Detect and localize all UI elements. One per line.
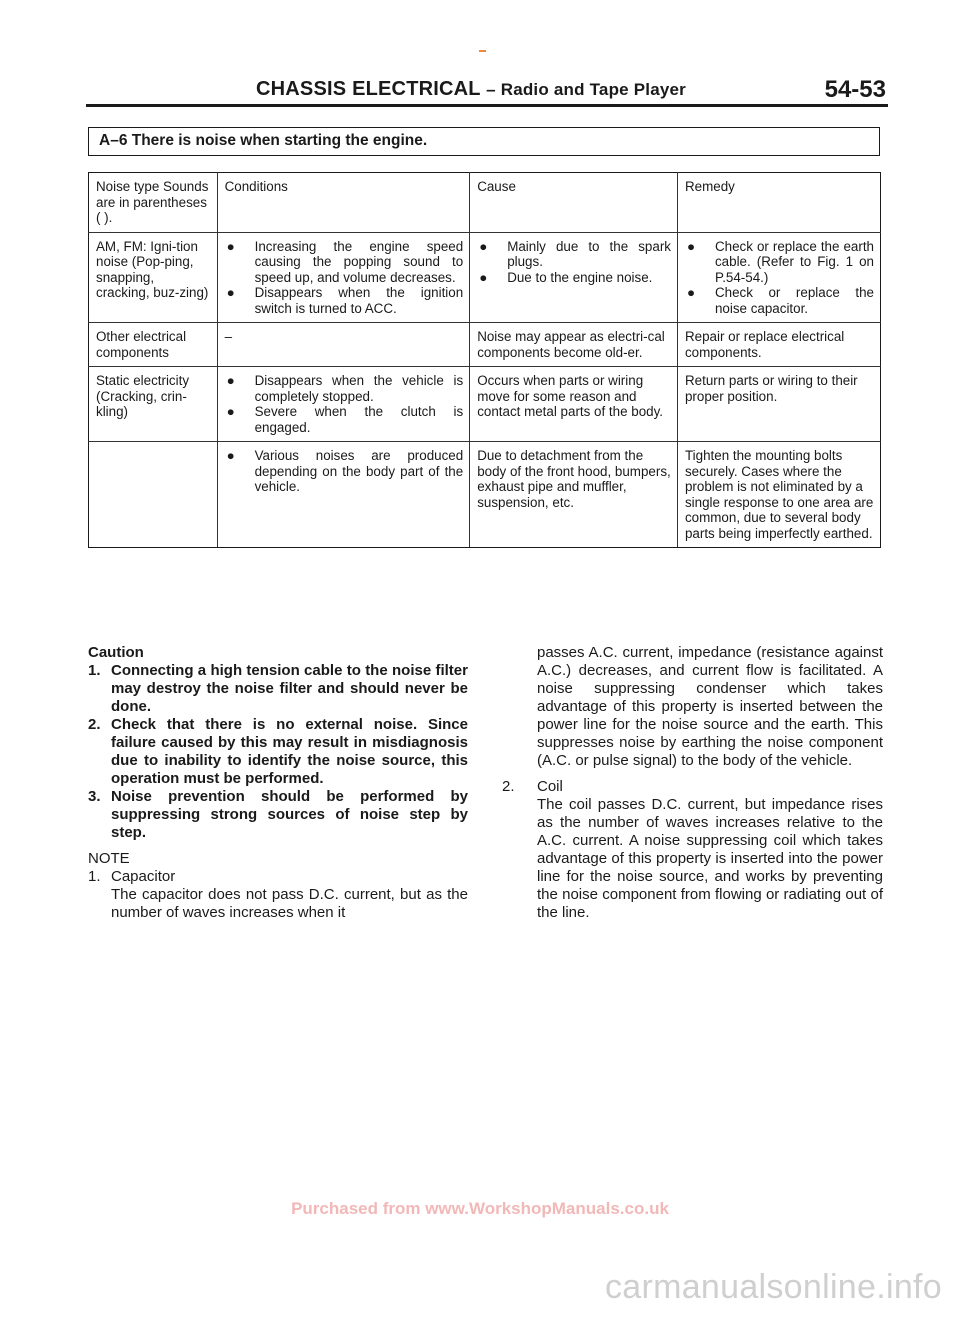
cell-remedy: Return parts or wiring to their proper position.: [677, 367, 880, 442]
caution-item: 1. Connecting a high tension cable to the noise filter may destroy the noise filter and should never be done.: [88, 662, 468, 715]
note-item: 2. Coil The coil passes D.C. current, but impedance rises as the number of waves increases relative to the A.C. current. A noise suppressing coil which takes advantage of this property is inserted into the power line for the noise source, and works by preventing the noise component from flowing or radiating out of the line.: [502, 778, 883, 921]
note-item-text: The coil passes D.C. current, but impedance rises as the number of waves increases relative to the A.C. current. A noise suppressing coil which takes advantage of this property is inserted into the power line for the noise source, and works by preventing the noise component from flowing or radiating out of the line.: [537, 796, 883, 921]
header-remedy: Remedy: [677, 173, 880, 233]
caution-item: 3. Noise prevention should be performed by suppressing strong sources of noise step by step.: [88, 788, 468, 841]
site-watermark: carmanualsonline.info: [604, 1268, 942, 1306]
header-title-sub: – Radio and Tape Player: [486, 80, 686, 99]
cell-conditions: [217, 367, 470, 442]
section-title: A–6 There is noise when starting the engine.: [99, 132, 428, 149]
cell-noise-type: [89, 442, 218, 548]
list-item: ● Mainly due to the spark plugs.: [479, 238, 671, 269]
cell-noise-type: Other electrical components: [89, 323, 218, 367]
section-title-box: [88, 127, 880, 156]
table-header-row: [89, 173, 881, 233]
cell-conditions: –: [217, 323, 470, 367]
note-heading: NOTE: [88, 850, 130, 867]
list-item: ● Various noises are produced depending on the body part of the vehicle.: [226, 448, 464, 494]
note-item: 1. Capacitor The capacitor does not pass D.C. current, but as the number of waves increases when it: [88, 868, 468, 921]
cell-cause: Due to detachment from the body of the front hood, bumpers, exhaust pipe and muffler, suspension, etc.: [470, 442, 678, 548]
caution-heading: Caution: [88, 644, 144, 661]
list-item: ● Disappears when the vehicle is completely stopped.: [226, 373, 464, 404]
note-item-text-continued: passes A.C. current, impedance (resistance against A.C.) decreases, and current flow is facilitated. A noise suppressing condenser which takes advantage of this property is inserted between the power line for the noise source and the earth. This suppresses noise by earthing the noise component (A.C. or pulse signal) to the body of the vehicle.: [537, 644, 883, 769]
cell-noise-type: Static electricity (Cracking, crin-kling): [89, 367, 218, 442]
table-row: [89, 367, 881, 442]
diagnosis-table: [88, 172, 881, 548]
header-rule: [86, 104, 888, 107]
cell-cause: Noise may appear as electri-cal components become old-er.: [470, 323, 678, 367]
list-item: ● Due to the engine noise.: [479, 269, 653, 285]
table-row: [89, 442, 881, 548]
note-item-text: The capacitor does not pass D.C. current, but as the number of waves increases when it: [111, 886, 468, 921]
cell-noise-type: AM, FM: Igni-tion noise (Pop-ping, snapping, cracking, buz-zing): [89, 232, 218, 323]
cell-conditions: [217, 442, 470, 548]
list-item: ● Disappears when the ignition switch is turned to ACC.: [226, 285, 464, 316]
caution-list: [88, 662, 468, 842]
cell-remedy: [677, 232, 880, 323]
list-item: ● Severe when the clutch is engaged.: [226, 404, 464, 435]
table-row: [89, 232, 881, 323]
page-header: [86, 76, 886, 104]
cell-conditions: [217, 232, 470, 323]
cell-remedy: Repair or replace electrical components.: [677, 323, 880, 367]
list-item: ● Increasing the engine speed causing the popping sound to speed up, and volume decreases.: [226, 238, 464, 285]
header-cause: Cause: [470, 173, 678, 233]
list-item: ● Check or replace the noise capacitor.: [686, 285, 874, 316]
right-column: [500, 644, 883, 922]
header-title-main: CHASSIS ELECTRICAL: [256, 78, 481, 100]
cell-remedy: Tighten the mounting bolts securely. Cases where the problem is not eliminated by a single response to one area are common, due to several body parts being imperfectly earthed.: [677, 442, 880, 548]
header-noise-type: Noise type Sounds are in parentheses ( ).: [89, 173, 218, 233]
note-item-title: Capacitor: [111, 868, 176, 885]
header-title: [256, 78, 686, 101]
page-number: 54-53: [824, 76, 886, 103]
margin-mark: [479, 50, 486, 52]
cell-cause: [470, 232, 678, 323]
note-item-title: Coil: [537, 778, 563, 795]
caution-item: 2. Check that there is no external noise. Since failure caused by this may result in misdiagnosis due to inability to identify the noise source, this operation must be performed.: [88, 716, 468, 787]
cell-cause: Occurs when parts or wiring move for some reason and contact metal parts of the body.: [470, 367, 678, 442]
purchase-watermark: Purchased from www.WorkshopManuals.co.uk: [291, 1199, 669, 1218]
left-column: [88, 644, 468, 922]
header-conditions: Conditions: [217, 173, 470, 233]
list-item: ● Check or replace the earth cable. (Refer to Fig. 1 on P.54-54.): [686, 238, 874, 285]
table-row: [89, 323, 881, 367]
